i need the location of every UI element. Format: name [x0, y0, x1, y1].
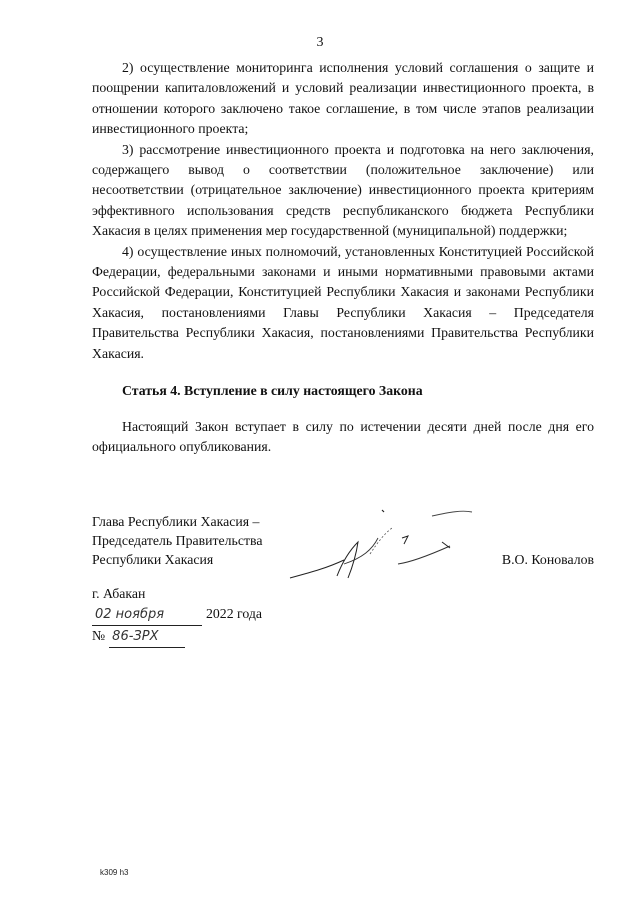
paragraph-item-3: 3) рассмотрение инвестиционного проекта и подготовка на него заключения, содержащего вывод о соответствии (положительное заключение) или несоответствии (отрицательное заключение) инвестиционного проекта критериям эффективного использования средств республиканского бюджета Республики Хакасия в целях применения мер государственной (муниципальной) поддержки; — [92, 141, 594, 239]
footer-code: k309 h3 — [100, 868, 129, 877]
paragraph-item-2: 2) осуществление мониторинга исполнения условий соглашения о защите и поощрении капиталовложений и условий реализации инвестиционного проекта, в отношении которого заключено такое соглашение, в том числе этапов реализации инвестиционного проекта; — [92, 60, 594, 137]
number-sign: № — [92, 628, 106, 643]
signatory-title-line: Республики Хакасия — [92, 552, 214, 567]
article-heading: Статья 4. Вступление в силу настоящего Закона — [122, 383, 423, 399]
page-number: 3 — [316, 35, 324, 50]
signatory-name: В.О. Коновалов — [501, 552, 594, 567]
number-line — [92, 626, 262, 648]
paragraph-item-4: 4) осуществление иных полномочий, установленных Конституцией Российской Федерации, федеральными законами и иными нормативными правовыми актами Российской Федерации, Конституцией Республики Хакасия и законами Республики Хакасия, постановлениями Главы Республики Хакасия – Председателя Правительства Республики Хакасия, постановлениями Правительства Республики Хакасия. — [92, 243, 594, 361]
year-label: 2022 года — [206, 606, 263, 621]
date-line — [92, 604, 262, 626]
handwritten-signature — [282, 498, 482, 588]
article-text: Настоящий Закон вступает в силу по истечении десяти дней после дня его официального опубликования. — [92, 418, 594, 454]
handwritten-number: 86-ЗРХ — [109, 627, 185, 648]
handwritten-date: 02 ноября — [92, 605, 202, 626]
signatory-title-line: Глава Республики Хакасия – — [92, 514, 260, 529]
city-label: г. Абакан — [92, 586, 146, 601]
signatory-title — [92, 512, 262, 569]
place-date-number — [92, 584, 262, 648]
law-body — [92, 58, 594, 457]
signatory-title-line: Председатель Правительства — [92, 533, 263, 548]
